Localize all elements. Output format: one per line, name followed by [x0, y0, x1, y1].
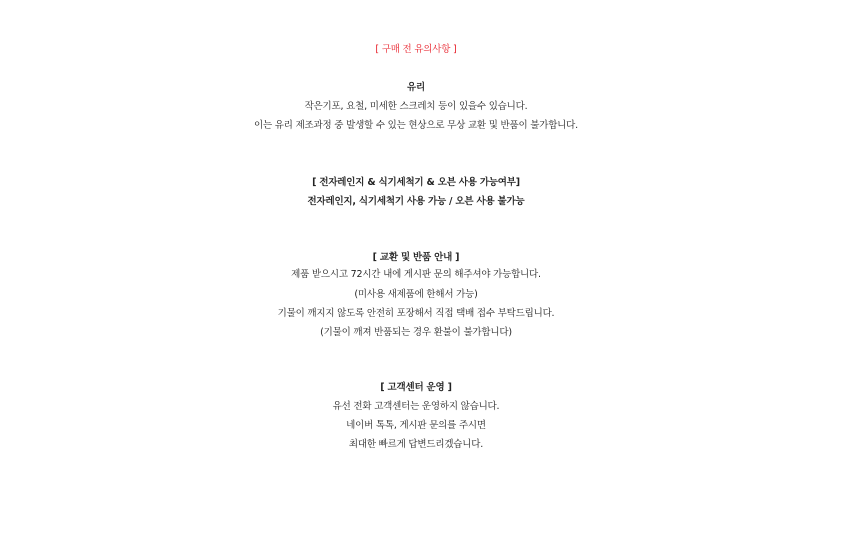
exchange-line: (미사용 새제품에 한해서 가능) — [354, 289, 478, 300]
exchange-line: (기물이 깨져 반품되는 경우 환불이 불가합니다) — [320, 327, 512, 338]
exchange-heading: [ 교환 및 반품 안내 ] — [372, 252, 460, 263]
support-line: 네이버 톡톡, 게시판 문의를 주시면 — [346, 420, 486, 431]
exchange-line: 기물이 깨지지 않도록 안전히 포장해서 직접 택배 접수 부탁드립니다. — [277, 308, 555, 319]
support-line: 최대한 빠르게 답변드리겠습니다. — [348, 439, 484, 450]
usage-line: 전자레인지, 식기세척기 사용 가능 / 오븐 사용 불가능 — [307, 196, 525, 207]
support-heading: [ 고객센터 운영 ] — [380, 382, 452, 393]
exchange-line: 제품 받으시고 72시간 내에 게시판 문의 해주셔야 가능합니다. — [291, 269, 541, 280]
support-line: 유선 전화 고객센터는 운영하지 않습니다. — [332, 401, 500, 412]
glass-line: 작은기포, 요철, 미세한 스크레치 등이 있을수 있습니다. — [304, 101, 528, 112]
glass-heading: 유리 — [407, 82, 425, 93]
glass-line: 이는 유리 제조과정 중 발생할 수 있는 현상으로 무상 교환 및 반품이 불가합니다. — [254, 120, 578, 131]
usage-heading: [ 전자레인지 & 식기세척기 & 오븐 사용 가능여부] — [312, 177, 520, 188]
notice-title: [ 구매 전 유의사항 ] — [375, 44, 457, 55]
